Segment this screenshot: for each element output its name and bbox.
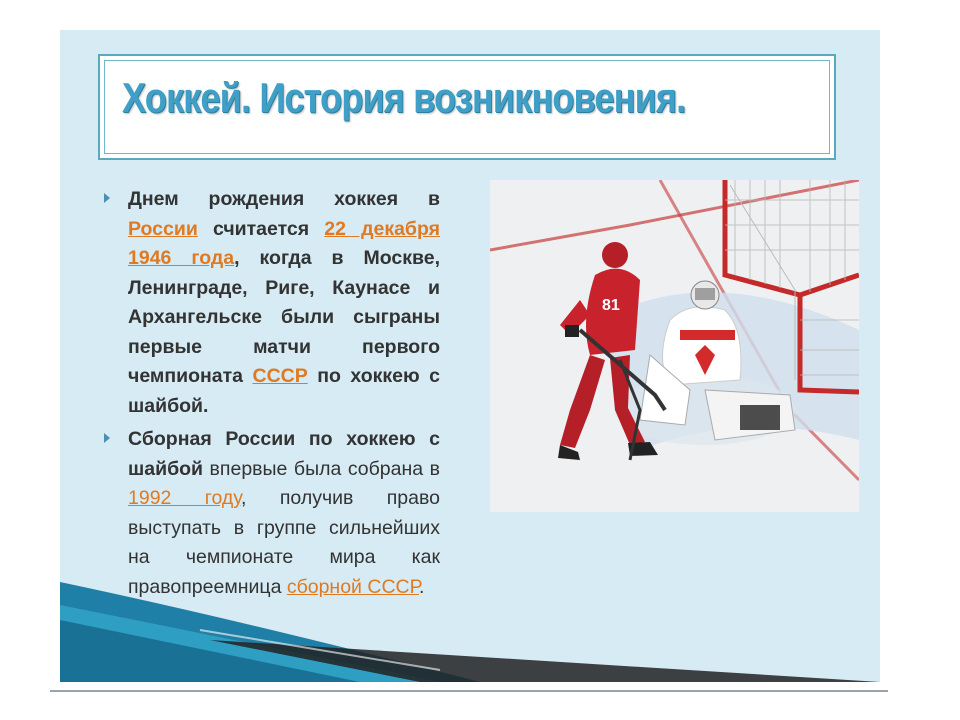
text-run: . — [418, 575, 425, 598]
link-year-1946[interactable]: 1946 года — [128, 247, 235, 269]
link-ussr[interactable]: СССР — [252, 365, 308, 387]
bullet-arrow-icon — [104, 193, 110, 203]
decorative-wave — [60, 550, 880, 682]
link-ussr-team[interactable]: сборной СССР — [286, 575, 419, 598]
slide-title: Хоккей. История возникновения. — [122, 74, 686, 121]
bullet-arrow-icon — [104, 433, 110, 443]
link-year-1992[interactable]: 1992 году — [128, 487, 242, 509]
text-run: по хоккею с шайбой. — [128, 365, 440, 417]
bottom-divider — [50, 690, 888, 692]
slide — [60, 30, 880, 682]
content-text — [104, 185, 440, 602]
text-run: считается — [197, 217, 325, 240]
hockey-photo — [490, 180, 859, 512]
text-run: , получив право выступать в группе сильнейших на чемпионате мира как правопреемница — [128, 487, 440, 598]
title-box — [98, 54, 836, 160]
text-run: Днем рождения хоккея в — [128, 188, 440, 210]
text-run: , когда в Москве, Ленинграде, Риге, Каунасе и Архангельске были сыграны первые матчи первого чемпионата — [128, 247, 441, 387]
link-russia[interactable]: России — [128, 217, 198, 240]
link-date[interactable]: 22 декабря — [324, 217, 440, 240]
bullet-1-text — [128, 185, 440, 421]
text-run: впервые была собрана в — [203, 457, 440, 480]
jersey-number: 81 — [602, 297, 620, 314]
text-run-bold: Сборная России по хоккею с шайбой — [128, 428, 440, 480]
bullet-item-1 — [104, 185, 440, 421]
